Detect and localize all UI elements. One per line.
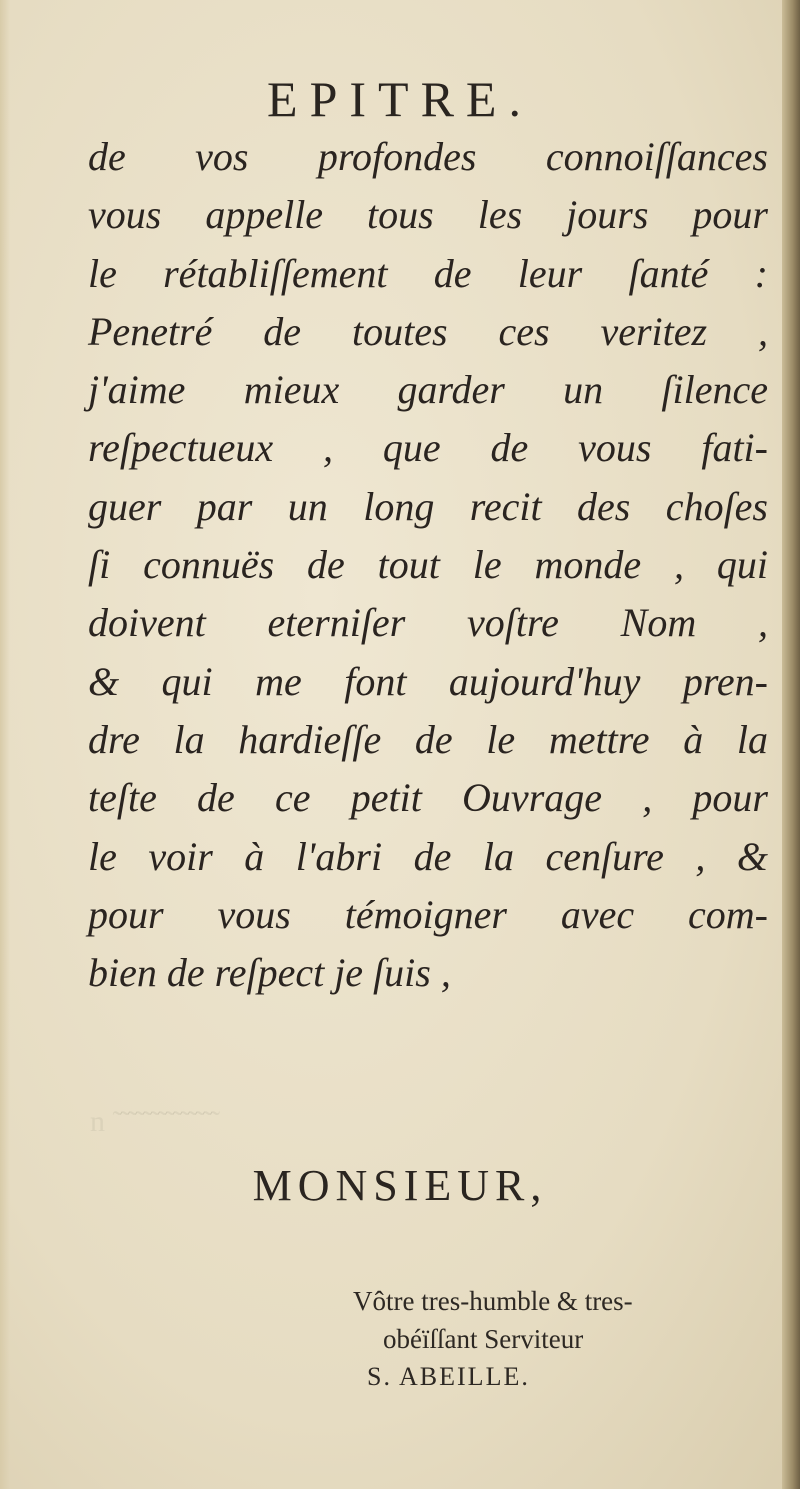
text-line: bien de reſpect je ſuis , [88,950,451,996]
text-line: ſi connuës de tout le monde , qui [88,542,768,588]
text-line: pour vous témoigner avec com- [88,891,768,937]
text-line: teſte de ce petit Ouvrage , pour [88,775,768,821]
text-line: de vos profondes connoiſſances [88,134,768,179]
text-line: vous appelle tous les jours pour [88,192,768,238]
text-line: reſpectueux , que de vous fati- [88,425,768,471]
text-line: dre la hardieſſe de le mettre à la [88,716,768,762]
signature-block [345,1282,765,1396]
text-line: & qui me font aujourd'huy pren- [88,658,768,704]
page-header: EPITRE. [267,71,533,127]
text-line: doivent eterniſer voſtre Nom , [88,600,768,646]
text-line: le voir à l'abri de la cenſure , & [88,833,768,879]
signature-line: obéïſſant Serviteur [383,1324,584,1354]
body-text [88,128,768,1002]
book-gutter [782,0,800,1489]
signature-line: Vôtre tres-humble & tres- [353,1286,633,1316]
text-line: guer par un long recit des choſes [88,483,768,529]
signature-name: S. ABEILLE. [367,1362,530,1391]
text-line: Penetré de toutes ces veritez , [88,308,768,354]
text-line: j'aime mieux garder un ſilence [88,367,768,413]
text-line: le rétabliſſement de leur ſanté : [88,250,768,296]
bleed-through-text: n ̃ ̃ ̃ ̃ ̃ ̃ ̃ ̃ ̃ ̃ ̃ ̃ ̃ ̃ [90,1105,210,1138]
salutation: MONSIEUR, [252,1161,548,1210]
page-edge [0,0,10,1489]
